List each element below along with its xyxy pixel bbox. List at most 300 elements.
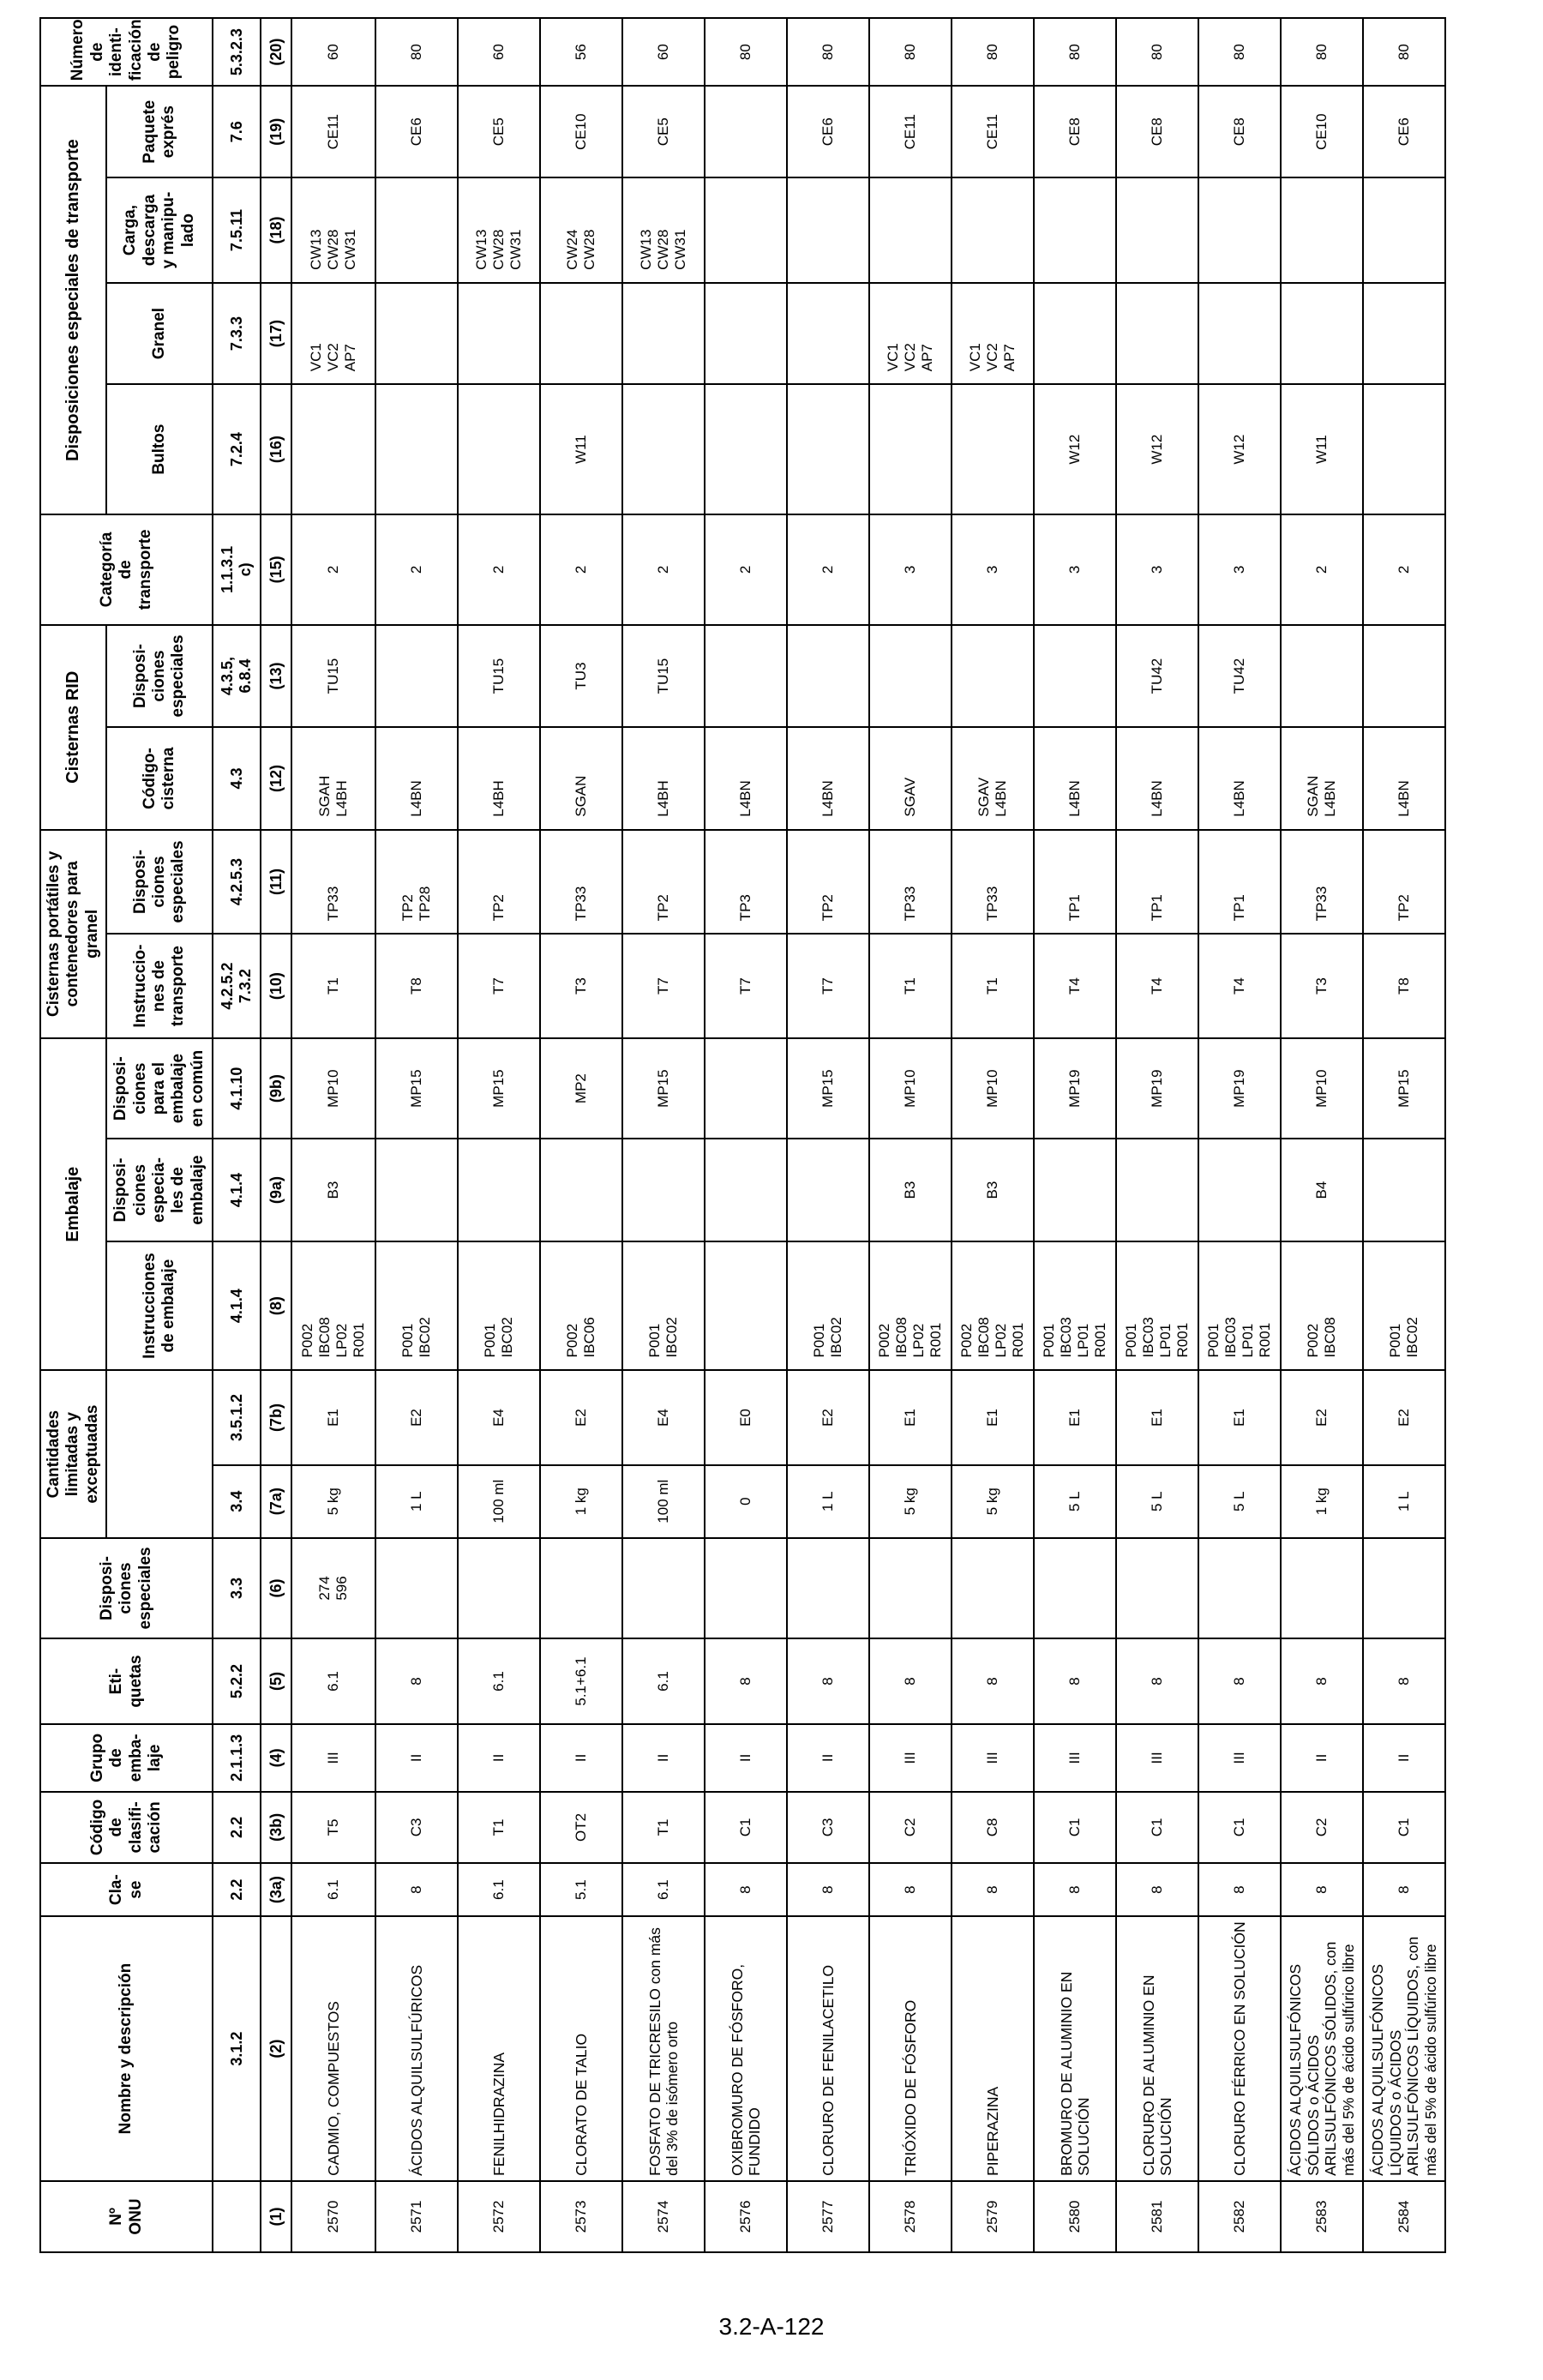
bulk-provision-cell: [1363, 283, 1445, 384]
loading-provision-cell: [869, 177, 952, 283]
packing-group-cell: III: [869, 1724, 952, 1792]
portable-tank-instructions-cell: T7: [705, 934, 787, 1038]
table-row: [458, 18, 540, 2252]
express-provision-cell: [705, 86, 787, 177]
column-number-cell: (3b): [261, 1792, 291, 1863]
mixed-packing-cell: MP15: [1363, 1038, 1445, 1139]
class-cell: 8: [1363, 1863, 1445, 1916]
tank-special-provisions-cell: TU15: [291, 625, 375, 727]
special-provisions-cell: [869, 1538, 952, 1638]
header-name: Nombre y descripción: [40, 1916, 213, 2181]
portable-tank-provisions-cell: TP2: [458, 830, 540, 935]
mixed-packing-cell: [705, 1038, 787, 1139]
column-number-cell: (19): [261, 86, 291, 177]
limited-quantity-cell: 5 kg: [869, 1465, 952, 1538]
tank-special-provisions-cell: TU42: [1198, 625, 1281, 727]
packages-provision-cell: W11: [540, 384, 622, 514]
portable-tank-provisions-cell: TP33: [291, 830, 375, 935]
header-express-parcels: Paquete exprés: [106, 86, 213, 177]
header-packages: Bultos: [106, 384, 213, 514]
packing-group-cell: II: [375, 1724, 458, 1792]
substance-name-cell: OXIBROMURO DE FÓSFORO, FUNDIDO: [705, 1916, 787, 2181]
class-cell: 8: [375, 1863, 458, 1916]
tank-special-provisions-cell: [1281, 625, 1363, 727]
substance-name-cell: ÁCIDOS ALQUILSULFÚRICOS: [375, 1916, 458, 2181]
packing-group-cell: II: [1363, 1724, 1445, 1792]
header-special-provisions: Disposi- ciones especiales: [40, 1538, 213, 1638]
labels-cell: 8: [375, 1638, 458, 1724]
loading-provision-cell: [1034, 177, 1116, 283]
loading-provision-cell: [705, 177, 787, 283]
tank-code-cell: L4BN: [1034, 727, 1116, 829]
special-provisions-cell: [1116, 1538, 1198, 1638]
labels-cell: 8: [869, 1638, 952, 1724]
packages-provision-cell: [705, 384, 787, 514]
classification-code-cell: C1: [705, 1792, 787, 1863]
un-number-cell: 2576: [705, 2181, 787, 2252]
express-provision-cell: CE6: [375, 86, 458, 177]
substance-name-cell: TRIÓXIDO DE FÓSFORO: [869, 1916, 952, 2181]
packing-instructions-cell: P001 IBC03 LP01 R001: [1116, 1241, 1198, 1371]
reference-cell: 4.3.5, 6.8.4: [213, 625, 261, 727]
excepted-quantity-cell: E2: [375, 1370, 458, 1464]
packing-special-provisions-cell: [787, 1139, 869, 1241]
column-number-cell: (11): [261, 830, 291, 935]
packing-instructions-cell: P001 IBC02: [622, 1241, 705, 1371]
class-cell: 8: [869, 1863, 952, 1916]
packing-group-cell: III: [1034, 1724, 1116, 1792]
reference-cell: 3.4: [213, 1465, 261, 1538]
express-provision-cell: CE6: [1363, 86, 1445, 177]
packages-provision-cell: [458, 384, 540, 514]
packing-group-cell: III: [1198, 1724, 1281, 1792]
mixed-packing-cell: MP2: [540, 1038, 622, 1139]
portable-tank-instructions-cell: T7: [622, 934, 705, 1038]
packing-group-cell: II: [622, 1724, 705, 1792]
tank-code-cell: SGAN L4BN: [1281, 727, 1363, 829]
column-number-row: [261, 18, 291, 2252]
portable-tank-provisions-cell: TP33: [952, 830, 1034, 935]
column-number-cell: (2): [261, 1916, 291, 2181]
packages-provision-cell: [375, 384, 458, 514]
bulk-provision-cell: [375, 283, 458, 384]
reference-cell: 1.1.3.1 c): [213, 514, 261, 625]
tank-special-provisions-cell: [375, 625, 458, 727]
substance-name-cell: CLORURO FÉRRICO EN SOLUCIÓN: [1198, 1916, 1281, 2181]
column-number-cell: (16): [261, 384, 291, 514]
column-number-cell: (20): [261, 18, 291, 86]
transport-category-cell: 2: [1281, 514, 1363, 625]
reference-cell: 4.2.5.3: [213, 830, 261, 935]
substance-name-cell: ÁCIDOS ALQUILSULFÓNICOS SÓLIDOS o ÁCIDOS ARILSULFÓNICOS SÓLIDOS, con más del 5% de ácido sulfúrico libre: [1281, 1916, 1363, 2181]
portable-tank-instructions-cell: T1: [952, 934, 1034, 1038]
packing-special-provisions-cell: [540, 1139, 622, 1241]
labels-cell: 8: [1034, 1638, 1116, 1724]
excepted-quantity-cell: E4: [458, 1370, 540, 1464]
packing-instructions-cell: P001 IBC03 LP01 R001: [1198, 1241, 1281, 1371]
portable-tank-provisions-cell: TP1: [1034, 830, 1116, 935]
un-number-cell: 2578: [869, 2181, 952, 2252]
packing-special-provisions-cell: [1116, 1139, 1198, 1241]
labels-cell: 8: [1281, 1638, 1363, 1724]
hazard-id-cell: 80: [787, 18, 869, 86]
mixed-packing-cell: MP19: [1198, 1038, 1281, 1139]
header-class: Cla- se: [40, 1863, 213, 1916]
packages-provision-cell: [869, 384, 952, 514]
portable-tank-provisions-cell: TP2 TP28: [375, 830, 458, 935]
tank-special-provisions-cell: TU15: [622, 625, 705, 727]
bulk-provision-cell: [622, 283, 705, 384]
portable-tank-instructions-cell: T7: [787, 934, 869, 1038]
loading-provision-cell: [1281, 177, 1363, 283]
packing-group-cell: II: [1281, 1724, 1363, 1792]
class-cell: 8: [1116, 1863, 1198, 1916]
table-row: [1034, 18, 1116, 2252]
excepted-quantity-cell: E0: [705, 1370, 787, 1464]
packing-group-cell: III: [291, 1724, 375, 1792]
table-row: [1363, 18, 1445, 2252]
substance-name-cell: BROMURO DE ALUMINIO EN SOLUCIÓN: [1034, 1916, 1116, 2181]
header-labels: Eti- quetas: [40, 1638, 213, 1724]
class-cell: 8: [1281, 1863, 1363, 1916]
packing-group-cell: III: [1116, 1724, 1198, 1792]
packing-instructions-cell: [705, 1241, 787, 1371]
reference-cell: 7.6: [213, 86, 261, 177]
packing-instructions-cell: P001 IBC03 LP01 R001: [1034, 1241, 1116, 1371]
substance-name-cell: CLORATO DE TALIO: [540, 1916, 622, 2181]
reference-cell: 5.2.2: [213, 1638, 261, 1724]
packing-group-cell: II: [787, 1724, 869, 1792]
un-number-cell: 2582: [1198, 2181, 1281, 2252]
reference-cell: [213, 2181, 261, 2252]
dangerous-goods-table: [39, 17, 1446, 2253]
bulk-provision-cell: [1116, 283, 1198, 384]
labels-cell: 8: [787, 1638, 869, 1724]
classification-code-cell: C1: [1363, 1792, 1445, 1863]
reference-cell: 5.3.2.3: [213, 18, 261, 86]
limited-quantity-cell: 5 L: [1034, 1465, 1116, 1538]
bulk-provision-cell: VC1 VC2 AP7: [869, 283, 952, 384]
packages-provision-cell: [952, 384, 1034, 514]
class-cell: 8: [1198, 1863, 1281, 1916]
column-number-cell: (3a): [261, 1863, 291, 1916]
express-provision-cell: CE8: [1198, 86, 1281, 177]
express-provision-cell: CE5: [458, 86, 540, 177]
header-portable-tank-provisions: Disposi- ciones especiales: [106, 830, 213, 935]
portable-tank-instructions-cell: T4: [1198, 934, 1281, 1038]
tank-special-provisions-cell: TU3: [540, 625, 622, 727]
packing-special-provisions-cell: [1363, 1139, 1445, 1241]
class-cell: 6.1: [622, 1863, 705, 1916]
un-number-cell: 2581: [1116, 2181, 1198, 2252]
tank-special-provisions-cell: [1363, 625, 1445, 727]
express-provision-cell: CE10: [540, 86, 622, 177]
portable-tank-instructions-cell: T3: [540, 934, 622, 1038]
hazard-id-cell: 56: [540, 18, 622, 86]
column-number-cell: (10): [261, 934, 291, 1038]
reference-cell: 2.1.1.3: [213, 1724, 261, 1792]
tank-code-cell: L4BH: [458, 727, 540, 829]
mixed-packing-cell: MP15: [375, 1038, 458, 1139]
portable-tank-instructions-cell: T8: [375, 934, 458, 1038]
class-cell: 6.1: [458, 1863, 540, 1916]
packing-instructions-cell: P002 IBC08 LP02 R001: [291, 1241, 375, 1371]
mixed-packing-cell: MP10: [952, 1038, 1034, 1139]
excepted-quantity-cell: E4: [622, 1370, 705, 1464]
packing-special-provisions-cell: [1198, 1139, 1281, 1241]
loading-provision-cell: [952, 177, 1034, 283]
un-number-cell: 2579: [952, 2181, 1034, 2252]
portable-tank-provisions-cell: TP1: [1116, 830, 1198, 935]
header-portable-tank-instructions: Instruccio- nes de transporte: [106, 934, 213, 1038]
bulk-provision-cell: [787, 283, 869, 384]
header-tank-special-provisions: Disposi- ciones especiales: [106, 625, 213, 727]
substance-name-cell: FENILHIDRAZINA: [458, 1916, 540, 2181]
packing-instructions-cell: P001 IBC02: [458, 1241, 540, 1371]
excepted-quantity-cell: E1: [1198, 1370, 1281, 1464]
express-provision-cell: CE8: [1116, 86, 1198, 177]
column-number-cell: (13): [261, 625, 291, 727]
class-cell: 6.1: [291, 1863, 375, 1916]
classification-code-cell: C1: [1034, 1792, 1116, 1863]
column-number-cell: (5): [261, 1638, 291, 1724]
table-row: [705, 18, 787, 2252]
portable-tank-instructions-cell: T1: [869, 934, 952, 1038]
portable-tank-provisions-cell: TP2: [1363, 830, 1445, 935]
transport-category-cell: 3: [869, 514, 952, 625]
column-number-cell: (18): [261, 177, 291, 283]
classification-code-cell: T5: [291, 1792, 375, 1863]
bulk-provision-cell: VC1 VC2 AP7: [952, 283, 1034, 384]
excepted-quantity-cell: E2: [787, 1370, 869, 1464]
portable-tank-provisions-cell: TP3: [705, 830, 787, 935]
un-number-cell: 2583: [1281, 2181, 1363, 2252]
table-row: [1116, 18, 1198, 2252]
header-classification-code: Código de clasifi- cación: [40, 1792, 213, 1863]
table-row: [1281, 18, 1363, 2252]
loading-provision-cell: CW13 CW28 CW31: [291, 177, 375, 283]
special-provisions-cell: [622, 1538, 705, 1638]
portable-tank-instructions-cell: T8: [1363, 934, 1445, 1038]
hazard-id-cell: 80: [1116, 18, 1198, 86]
labels-cell: 5.1+6.1: [540, 1638, 622, 1724]
table-row: [291, 18, 375, 2252]
portable-tank-instructions-cell: T4: [1116, 934, 1198, 1038]
packages-provision-cell: [622, 384, 705, 514]
packing-special-provisions-cell: [375, 1139, 458, 1241]
mixed-packing-cell: MP19: [1116, 1038, 1198, 1139]
hazard-id-cell: 80: [705, 18, 787, 86]
column-number-cell: (17): [261, 283, 291, 384]
limited-quantity-cell: 5 L: [1116, 1465, 1198, 1538]
page-number: 3.2-A-122: [718, 2313, 825, 2340]
limited-quantity-cell: 5 kg: [952, 1465, 1034, 1538]
un-number-cell: 2573: [540, 2181, 622, 2252]
tank-code-cell: L4BN: [1116, 727, 1198, 829]
tank-code-cell: L4BN: [1363, 727, 1445, 829]
loading-provision-cell: [1363, 177, 1445, 283]
excepted-quantity-cell: E1: [952, 1370, 1034, 1464]
bulk-provision-cell: [1281, 283, 1363, 384]
hazard-id-cell: 80: [1034, 18, 1116, 86]
class-cell: 8: [787, 1863, 869, 1916]
header-hazard-id-number: Número de identi- ficación de peligro: [40, 18, 213, 86]
header-limited-quantities-group: Cantidades limitadas y exceptuadas: [40, 1370, 106, 1537]
hazard-id-cell: 60: [291, 18, 375, 86]
special-provisions-cell: [375, 1538, 458, 1638]
limited-quantity-cell: 5 L: [1198, 1465, 1281, 1538]
header-special-transport-group: Disposiciones especiales de transporte: [40, 86, 106, 514]
mixed-packing-cell: MP10: [869, 1038, 952, 1139]
labels-cell: 8: [952, 1638, 1034, 1724]
header-un-number: Nº ONU: [40, 2181, 213, 2252]
special-provisions-cell: [458, 1538, 540, 1638]
express-provision-cell: CE11: [952, 86, 1034, 177]
loading-provision-cell: CW24 CW28: [540, 177, 622, 283]
header-bulk: Granel: [106, 283, 213, 384]
reference-row: [213, 18, 261, 2252]
un-number-cell: 2577: [787, 2181, 869, 2252]
portable-tank-instructions-cell: T1: [291, 934, 375, 1038]
tank-special-provisions-cell: [787, 625, 869, 727]
mixed-packing-cell: MP15: [622, 1038, 705, 1139]
hazard-id-cell: 60: [458, 18, 540, 86]
table-row: [869, 18, 952, 2252]
column-number-cell: (7b): [261, 1370, 291, 1464]
portable-tank-instructions-cell: T4: [1034, 934, 1116, 1038]
tank-code-cell: L4BH: [622, 727, 705, 829]
reference-cell: 2.2: [213, 1863, 261, 1916]
tank-code-cell: SGAH L4BH: [291, 727, 375, 829]
classification-code-cell: C1: [1116, 1792, 1198, 1863]
column-number-cell: (12): [261, 727, 291, 829]
labels-cell: 8: [1363, 1638, 1445, 1724]
tank-special-provisions-cell: [869, 625, 952, 727]
packing-special-provisions-cell: B3: [869, 1139, 952, 1241]
header-transport-category: Categoría de transporte: [40, 514, 213, 625]
packages-provision-cell: W11: [1281, 384, 1363, 514]
column-number-cell: (9b): [261, 1038, 291, 1139]
reference-cell: 7.2.4: [213, 384, 261, 514]
limited-quantity-cell: 100 ml: [622, 1465, 705, 1538]
packing-special-provisions-cell: B4: [1281, 1139, 1363, 1241]
hazard-id-cell: 80: [869, 18, 952, 86]
un-number-cell: 2584: [1363, 2181, 1445, 2252]
hazard-id-cell: 80: [375, 18, 458, 86]
express-provision-cell: CE5: [622, 86, 705, 177]
bulk-provision-cell: [540, 283, 622, 384]
loading-provision-cell: [787, 177, 869, 283]
classification-code-cell: T1: [458, 1792, 540, 1863]
column-number-cell: (1): [261, 2181, 291, 2252]
tank-code-cell: L4BN: [1198, 727, 1281, 829]
labels-cell: 6.1: [291, 1638, 375, 1724]
loading-provision-cell: [375, 177, 458, 283]
packing-special-provisions-cell: [1034, 1139, 1116, 1241]
express-provision-cell: CE11: [291, 86, 375, 177]
labels-cell: 6.1: [458, 1638, 540, 1724]
class-cell: 8: [952, 1863, 1034, 1916]
loading-provision-cell: [1198, 177, 1281, 283]
limited-quantity-cell: 1 kg: [540, 1465, 622, 1538]
substance-name-cell: PIPERAZINA: [952, 1916, 1034, 2181]
labels-cell: 8: [1198, 1638, 1281, 1724]
express-provision-cell: CE6: [787, 86, 869, 177]
reference-cell: 7.5.11: [213, 177, 261, 283]
portable-tank-provisions-cell: TP2: [622, 830, 705, 935]
packing-instructions-cell: P002 IBC08: [1281, 1241, 1363, 1371]
reference-cell: 3.3: [213, 1538, 261, 1638]
packing-instructions-cell: P002 IBC08 LP02 R001: [952, 1241, 1034, 1371]
limited-quantity-cell: 0: [705, 1465, 787, 1538]
portable-tank-provisions-cell: TP33: [540, 830, 622, 935]
labels-cell: 8: [705, 1638, 787, 1724]
packing-special-provisions-cell: [622, 1139, 705, 1241]
mixed-packing-cell: MP10: [291, 1038, 375, 1139]
column-number-cell: (4): [261, 1724, 291, 1792]
un-number-cell: 2572: [458, 2181, 540, 2252]
un-number-cell: 2571: [375, 2181, 458, 2252]
special-provisions-cell: [1363, 1538, 1445, 1638]
special-provisions-cell: [787, 1538, 869, 1638]
transport-category-cell: 2: [540, 514, 622, 625]
packing-instructions-cell: P001 IBC02: [375, 1241, 458, 1371]
reference-cell: 4.1.4: [213, 1139, 261, 1241]
packing-instructions-cell: P002 IBC08 LP02 R001: [869, 1241, 952, 1371]
header-loading-handling: Carga, descarga y manipu- lado: [106, 177, 213, 283]
hazard-id-cell: 60: [622, 18, 705, 86]
express-provision-cell: CE10: [1281, 86, 1363, 177]
substance-name-cell: CLORURO DE FENILACETILO: [787, 1916, 869, 2181]
classification-code-cell: C3: [787, 1792, 869, 1863]
header-mixed-packing: Disposi- ciones para el embalaje en común: [106, 1038, 213, 1139]
packages-provision-cell: [787, 384, 869, 514]
excepted-quantity-cell: E1: [1116, 1370, 1198, 1464]
packages-provision-cell: [291, 384, 375, 514]
classification-code-cell: OT2: [540, 1792, 622, 1863]
tank-code-cell: L4BN: [705, 727, 787, 829]
table-row: [787, 18, 869, 2252]
portable-tank-provisions-cell: TP1: [1198, 830, 1281, 935]
column-number-cell: (15): [261, 514, 291, 625]
classification-code-cell: C3: [375, 1792, 458, 1863]
header-packing-special-provisions: Disposi- ciones especia- les de embalaje: [106, 1139, 213, 1241]
table-row: [1198, 18, 1281, 2252]
packing-group-cell: II: [540, 1724, 622, 1792]
class-cell: 8: [1034, 1863, 1116, 1916]
excepted-quantity-cell: E2: [540, 1370, 622, 1464]
loading-provision-cell: CW13 CW28 CW31: [458, 177, 540, 283]
mixed-packing-cell: MP15: [787, 1038, 869, 1139]
reference-cell: 4.1.10: [213, 1038, 261, 1139]
bulk-provision-cell: [1198, 283, 1281, 384]
reference-cell: 2.2: [213, 1792, 261, 1863]
header-rid-tanks-group: Cisternas RID: [40, 625, 106, 830]
tank-special-provisions-cell: TU42: [1116, 625, 1198, 727]
transport-category-cell: 2: [1363, 514, 1445, 625]
transport-category-cell: 2: [458, 514, 540, 625]
header-portable-tanks-group: Cisternas portátiles y contenedores para granel: [40, 830, 106, 1038]
packing-special-provisions-cell: B3: [291, 1139, 375, 1241]
special-provisions-cell: [1281, 1538, 1363, 1638]
column-number-cell: (9a): [261, 1139, 291, 1241]
limited-quantity-cell: 1 L: [787, 1465, 869, 1538]
special-provisions-cell: [952, 1538, 1034, 1638]
labels-cell: 6.1: [622, 1638, 705, 1724]
transport-category-cell: 3: [1034, 514, 1116, 625]
excepted-quantity-cell: E1: [291, 1370, 375, 1464]
classification-code-cell: C2: [869, 1792, 952, 1863]
